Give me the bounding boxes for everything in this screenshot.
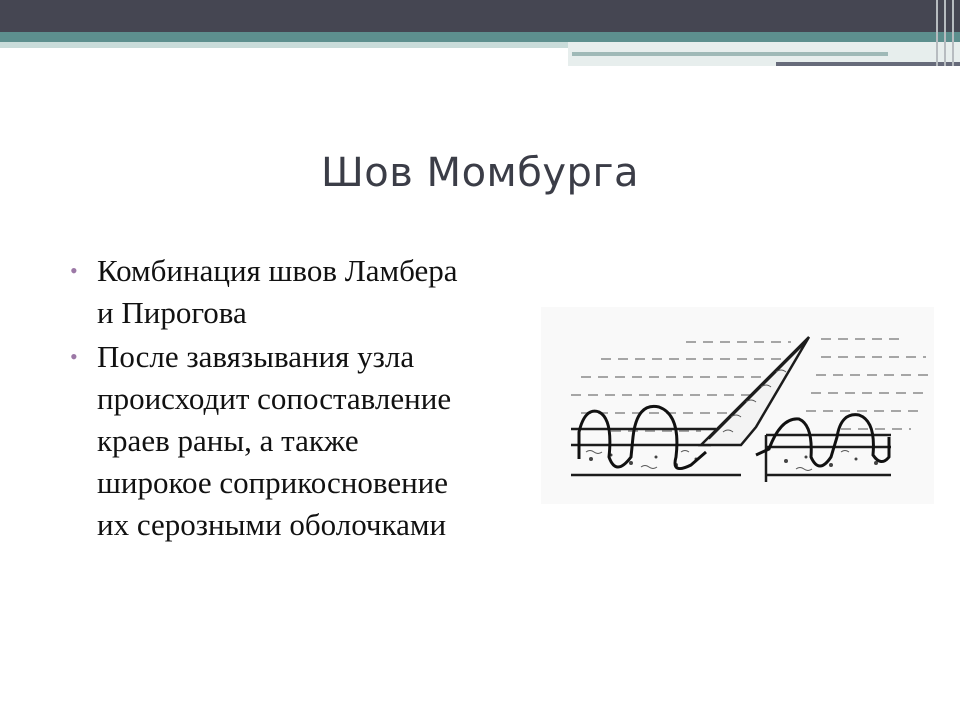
header-band-line [776, 62, 960, 66]
header-band-divider [936, 0, 938, 66]
suture-illustration-icon [541, 307, 934, 504]
slide-title: Шов Момбурга [321, 150, 639, 196]
header-band-line [572, 52, 888, 56]
bullet-marker: • [70, 258, 78, 283]
header-band-dark [0, 0, 960, 32]
bullet-list [70, 250, 470, 548]
header-band-divider [952, 0, 954, 66]
bullet-item [70, 336, 470, 546]
bullet-item [70, 250, 470, 334]
bullet-text: После завязывания узла происходит сопоставление краев раны, а также широкое соприкосновение их серозными оболочками [97, 339, 452, 542]
header-band-teal [0, 32, 960, 42]
bullet-text: Комбинация швов Ламбера и Пирогова [97, 253, 458, 330]
header-band-divider [944, 0, 946, 66]
bullet-marker: • [70, 344, 78, 369]
header-band-light [0, 42, 570, 48]
